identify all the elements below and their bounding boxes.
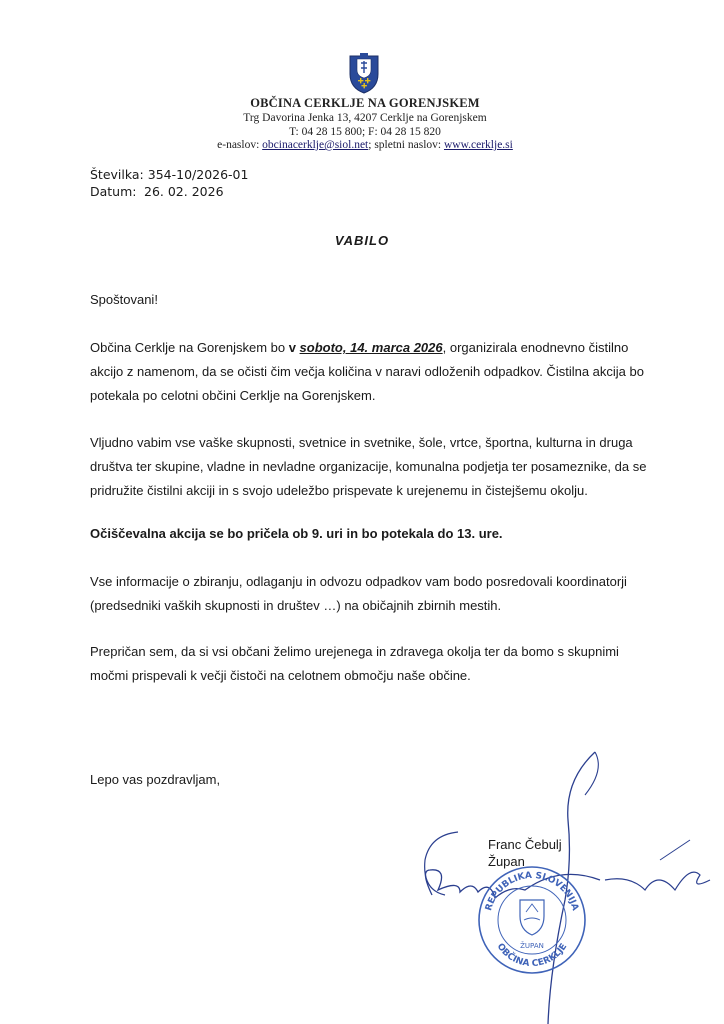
salutation: Spoštovani! (90, 292, 158, 307)
document-date-label: Datum: (90, 184, 137, 199)
stamp-bottom-text: OBČINA CERKLJE (494, 941, 570, 970)
web-label: ; spletni naslov: (368, 139, 442, 151)
paragraph-invitation: Vljudno vabim vse vaške skupnosti, svetnice in svetnike, šole, vrtce, športna, kulturna in druga društva ter skupine, vladne in nevladne organizacije, komunalna podjetja ter posameznike, da se pridružite čistilni akciji in s svojo udeležbo prispevate k urejenemu in čistejšemu okolju. (90, 435, 647, 498)
coat-of-arms-icon (347, 50, 381, 94)
municipality-contacts (150, 138, 580, 152)
official-stamp (476, 864, 588, 976)
website-link[interactable]: www.cerklje.si (443, 139, 513, 151)
closing-greeting: Lepo vas pozdravljam, (90, 772, 221, 787)
document-number (90, 166, 248, 183)
document-number-label: Številka: (90, 167, 144, 182)
signer-name: Franc Čebulj (488, 837, 562, 852)
document-date-value: 26. 02. 2026 (144, 184, 224, 199)
paragraph-event-date (90, 336, 660, 408)
document-number-value: 354-10/2026-01 (147, 167, 249, 182)
stamp-top-text: REPUBLIKA SLOVENIJA (484, 870, 580, 912)
email-label: e-naslov: (217, 139, 260, 151)
email-link[interactable]: obcinacerklje@siol.net (262, 139, 369, 151)
paragraph-closing-thought: Prepričan sem, da si vsi občani želimo urejenega in zdravega okolja ter da bomo s skupnimi močmi prispevali k večji čistoči na celotnem območju naše občine. (90, 644, 619, 683)
paragraph-1-prep: v (288, 340, 300, 355)
signer-role: Župan (488, 854, 525, 869)
paragraph-1-rest: , organizirala enodnevno čistilno akcijo z namenom, da se očisti čim večja količina v naravi odloženih odpadkov. Čistilna akcija bo potekala po celotni občini Cerklje na Gorenjskem. (90, 340, 644, 403)
municipality-address: Trg Davorina Jenka 13, 4207 Cerklje na Gorenjskem (243, 112, 487, 124)
stamp-center-text: ŽUPAN (520, 942, 544, 950)
paragraph-information: Vse informacije o zbiranju, odlaganju in odvozu odpadkov vam bodo posredovali koordinatorji (predsedniki vaških skupnosti in društev …) na običajnih zbirnih mestih. (90, 574, 627, 613)
event-date: soboto, 14. marca 2026 (299, 340, 443, 355)
municipality-phone-fax: T: 04 28 15 800; F: 04 28 15 820 (289, 126, 441, 138)
document-title: VABILO (334, 233, 390, 248)
paragraph-time: Očiščevalna akcija se bo pričela ob 9. uri in bo potekala do 13. ure. (90, 526, 503, 541)
svg-text:REPUBLIKA SLOVENIJA (484, 871, 580, 912)
municipality-name: OBČINA CERKLJE NA GORENJSKEM (250, 96, 480, 110)
document-date (90, 183, 224, 200)
paragraph-1-intro: Občina Cerklje na Gorenjskem bo (90, 340, 289, 355)
